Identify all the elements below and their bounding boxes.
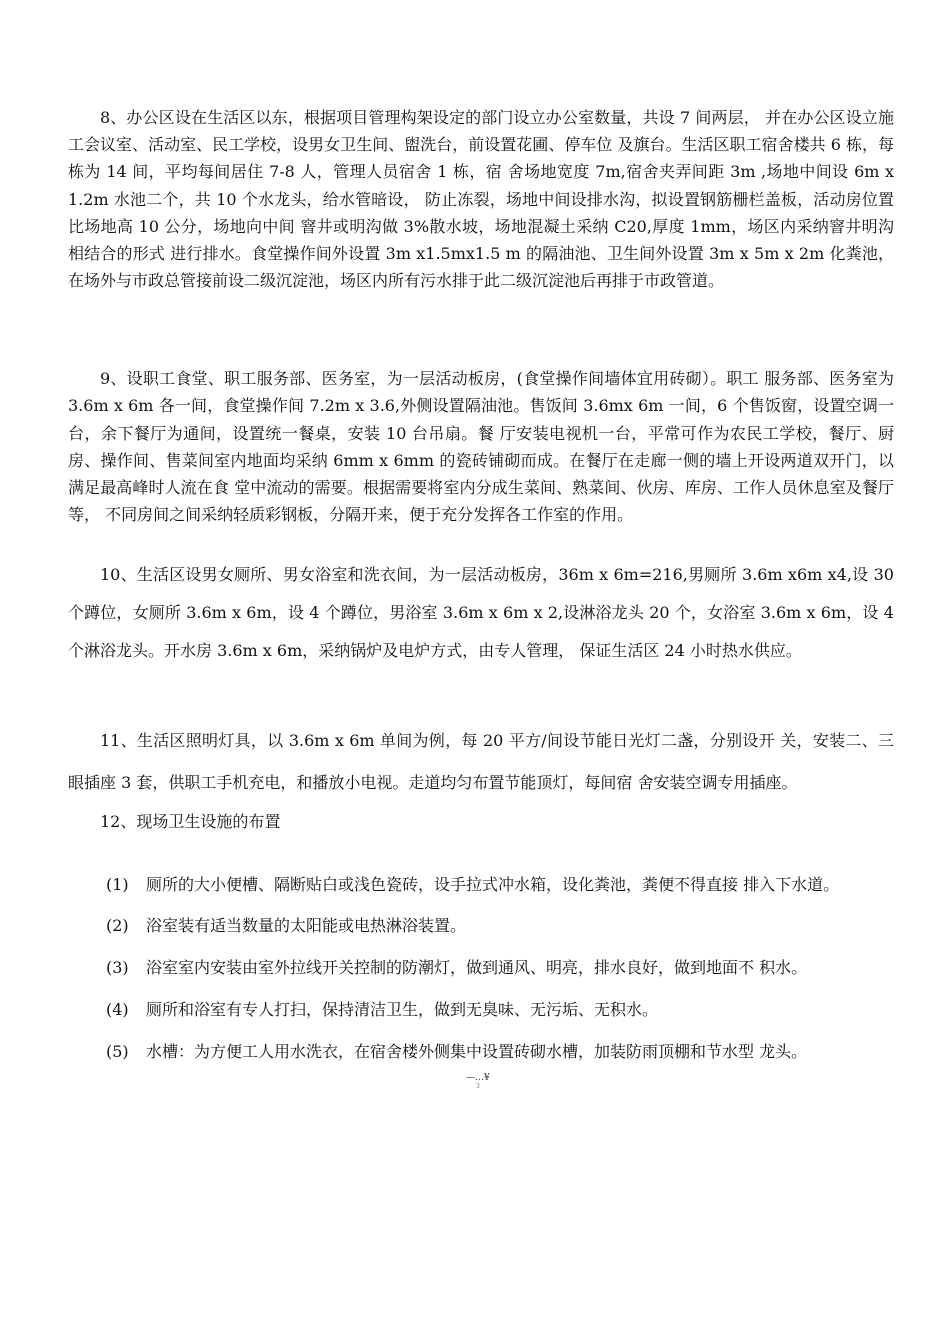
- list-item-number: (5): [106, 1042, 129, 1061]
- footer-mark-text: —…¥: [466, 1073, 490, 1083]
- page-footer-mark: [466, 1073, 490, 1091]
- list-item-text: 水槽：为方便工人用水洗衣，在宿舍楼外侧集中设置砖砌水槽，加装防雨顶棚和节水型 龙头。: [146, 1042, 808, 1061]
- list-item-text: 厕所的大小便槽、隔断贴白或浅色瓷砖，设手拉式冲水箱，设化粪池，粪便不得直接 排入下水道。: [146, 875, 840, 894]
- paragraph-9-canteen: 9、设职工食堂、职工服务部、医务室，为一层活动板房，(食堂操作间墙体宜用砖砌）。职工 服务部、医务室为 3.6m x 6m 各一间，食堂操作间 7.2m x 3.6,外侧设置隔油池。售饭间 3.6mx 6m 一间，6 个售饭窗，设置空调一台，余下餐厅为通间，设置统一餐桌，安装 10 台吊扇。餐 厅安装电视机一台，平常可作为农民工学校，餐厅、厨房、操作间、售菜间室内地面均采纳 6mm x 6mm 的瓷砖铺砌而成。在餐厅在走廊一侧的墙上开设两道双开门，以满足最高峰时人流在食 堂中流动的需要。根据需要将室内分成生菜间、熟菜间、伙房、库房、工作人员休息室及餐厅等， 不同房间之间采纳轻质彩钢板，分隔开来，便于充分发挥各工作室的作用。: [68, 369, 894, 525]
- list-item-number: (1): [106, 875, 129, 894]
- paragraph-8-office-area: 8、办公区设在生活区以东，根据项目管理构架设定的部门设立办公室数量，共设 7 间两层， 并在办公区设立施工会议室、活动室、民工学校，设男女卫生间、盥洗台，前设置花圃、停车位 及旗台。生活区职工宿舍楼共 6 栋，每栋为 14 间，平均每间居住 7-8 人，管理人员宿舍 1 栋，宿 舍场地宽度 7m,宿舍夹弄间距 3m ,场地中间设 6m x 1.2m 水池二个，共 10 个水龙头，给水管暗设， 防止冻裂，场地中间设排水沟，拟设置钢筋栅栏盖板，活动房位置比场地高 10 公分，场地向中间 窨井或明沟做 3%散水坡，场地混凝土采纳 C20,厚度 1mm，场区内采纳窨井明沟相结合的形式 进行排水。食堂操作间外设置 3m x1.5mx1.5 m 的隔油池、卫生间外设置 3m x 5m x 2m 化粪池， 在场外与市政总管接前设二级沉淀池，场区内所有污水排于此二级沉淀池后再排于市政管道。: [68, 108, 894, 291]
- paragraph-12-heading-sanitation: 12、现场卫生设施的布置: [100, 812, 281, 831]
- page-number: 3: [475, 1083, 480, 1090]
- paragraph-11-lighting: 11、生活区照明灯具，以 3.6m x 6m 单间为例，每 20 平方/间设节能日光灯二盏，分别设开 关，安装二、三眼插座 3 套，供职工手机充电，和播放小电视。走道均匀布置节能顶灯，每间宿 舍安装空调专用插座。: [68, 731, 894, 792]
- list-item: [106, 872, 896, 898]
- list-item: [106, 955, 896, 981]
- list-item-text: 浴室装有适当数量的太阳能或电热淋浴装置。: [146, 916, 467, 935]
- list-item-number: (3): [106, 958, 129, 977]
- list-item-text: 厕所和浴室有专人打扫，保持清洁卫生，做到无臭味、无污垢、无积水。: [146, 1000, 659, 1019]
- list-item: [106, 913, 896, 939]
- list-item-text: 浴室室内安装由室外拉线开关控制的防潮灯，做到通风、明亮，排水良好，做到地面不 积水。: [146, 958, 808, 977]
- list-item-number: (4): [106, 1000, 129, 1019]
- list-item-number: (2): [106, 916, 129, 935]
- list-item: [106, 1039, 896, 1065]
- list-item: [106, 997, 896, 1023]
- paragraph-10-toilets-bathrooms: 10、生活区设男女厕所、男女浴室和洗衣间，为一层活动板房，36m x 6m=216,男厕所 3.6m x6m x4,设 30 个蹲位，女厕所 3.6m x 6m，设 4 个蹲位，男浴室 3.6m x 6m x 2,设淋浴龙头 20 个，女浴室 3.6m x 6m，设 4 个淋浴龙头。开水房 3.6m x 6m，采纳锅炉及电炉方式，由专人管理， 保证生活区 24 小时热水供应。: [68, 565, 894, 660]
